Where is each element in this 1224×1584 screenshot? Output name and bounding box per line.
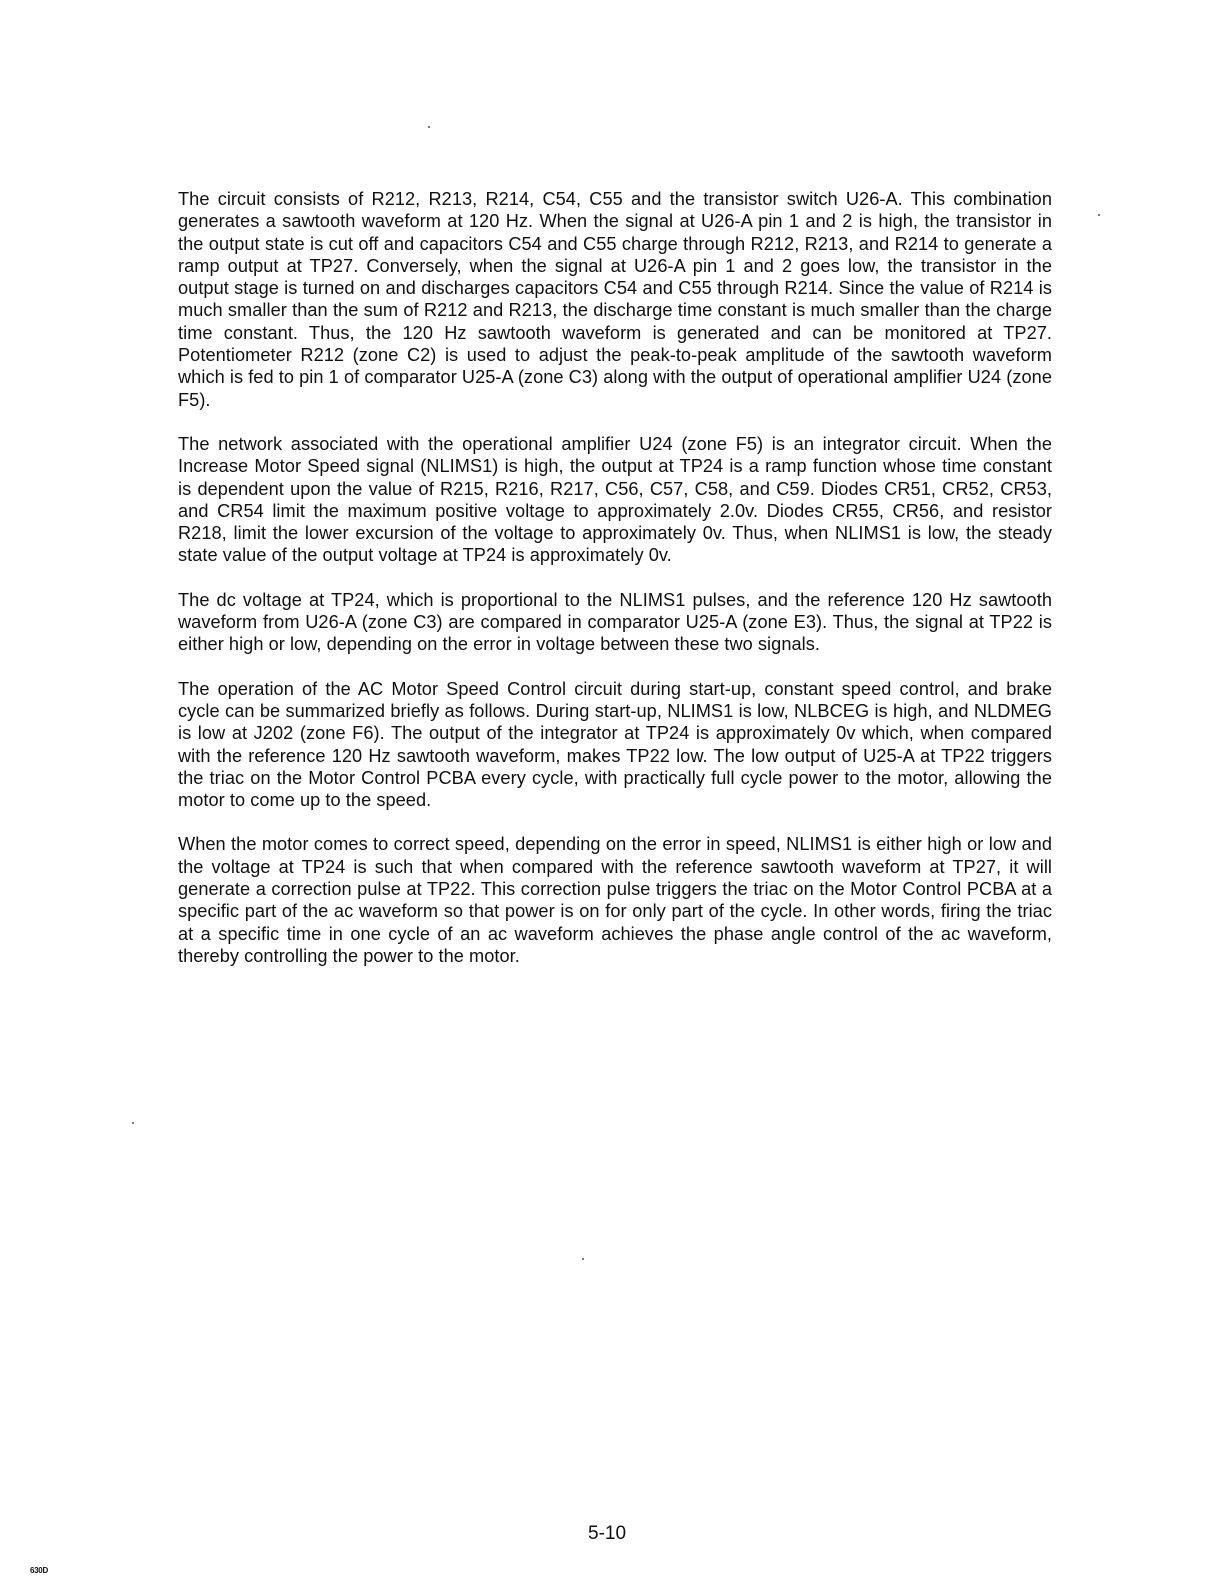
paragraph-integrator-network: The network associated with the operational amplifier U24 (zone F5) is an integrator circuit. When the Increase Motor Speed signal (NLIMS1) is high, the output at TP24 is a ramp function whose time constant is dependent upon the value of R215, R216, R217, C56, C57, C58, and C59. Diodes CR51, CR52, CR53, and CR54 limit the maximum positive voltage to approximately 2.0v. Diodes CR55, CR56, and resistor R218, limit the lower excursion of the voltage to approximately 0v. Thus, when NLIMS1 is low, the steady state value of the output voltage at TP24 is approximately 0v. [178, 433, 1052, 566]
paragraph-speed-correction: When the motor comes to correct speed, depending on the error in speed, NLIMS1 is either high or low and the voltage at TP24 is such that when compared with the reference sawtooth waveform at TP27, it will generate a correction pulse at TP22. This correction pulse triggers the triac on the Motor Control PCBA at a specific part of the ac waveform so that power is on for only part of the cycle. In other words, firing the triac at a specific time in one cycle of an ac waveform achieves the phase angle control of the ac waveform, thereby controlling the power to the motor. [178, 834, 1052, 966]
scan-speck [132, 1122, 134, 1124]
body-text [178, 188, 1052, 989]
page-number: 5-10 [588, 1523, 627, 1544]
scan-speck [582, 1258, 584, 1260]
paragraph-sawtooth-generator: The circuit consists of R212, R213, R214, C54, C55 and the transistor switch U26-A. This combination generates a sawtooth waveform at 120 Hz. When the signal at U26-A pin 1 and 2 is high, the transistor in the output state is cut off and capacitors C54 and C55 charge through R212, R213, and R214 to generate a ramp output at TP27. Conversely, when the signal at U26-A pin 1 and 2 goes low, the transistor in the output stage is turned on and discharges capacitors C54 and C55 through R214. Since the value of R214 is much smaller than the sum of R212 and R213, the discharge time constant is much smaller than the charge time constant. Thus, the 120 Hz sawtooth waveform is generated and can be monitored at TP27. Potentiometer R212 (zone C2) is used to adjust the peak-to-peak amplitude of the sawtooth waveform which is fed to pin 1 of comparator U25-A (zone C3) along with the output of operational amplifier U24 (zone F5). [178, 189, 1052, 410]
scan-speck [428, 126, 430, 128]
document-code: 630D [30, 1566, 48, 1575]
paragraph-start-up-operation: The operation of the AC Motor Speed Control circuit during start-up, constant speed control, and brake cycle can be summarized briefly as follows. During start-up, NLIMS1 is low, NLBCEG is high, and NLDMEG is low at J202 (zone F6). The output of the integrator at TP24 is approximately 0v which, when compared with the reference 120 Hz sawtooth waveform, makes TP22 low. The low output of U25-A at TP22 triggers the triac on the Motor Control PCBA every cycle, with practically full cycle power to the motor, allowing the motor to come up to the speed. [178, 678, 1052, 811]
paragraph-comparator: The dc voltage at TP24, which is proportional to the NLIMS1 pulses, and the reference 120 Hz sawtooth waveform from U26-A (zone C3) are compared in comparator U25-A (zone E3). Thus, the signal at TP22 is either high or low, depending on the error in voltage between these two signals. [178, 589, 1052, 655]
scan-speck [1098, 214, 1100, 216]
